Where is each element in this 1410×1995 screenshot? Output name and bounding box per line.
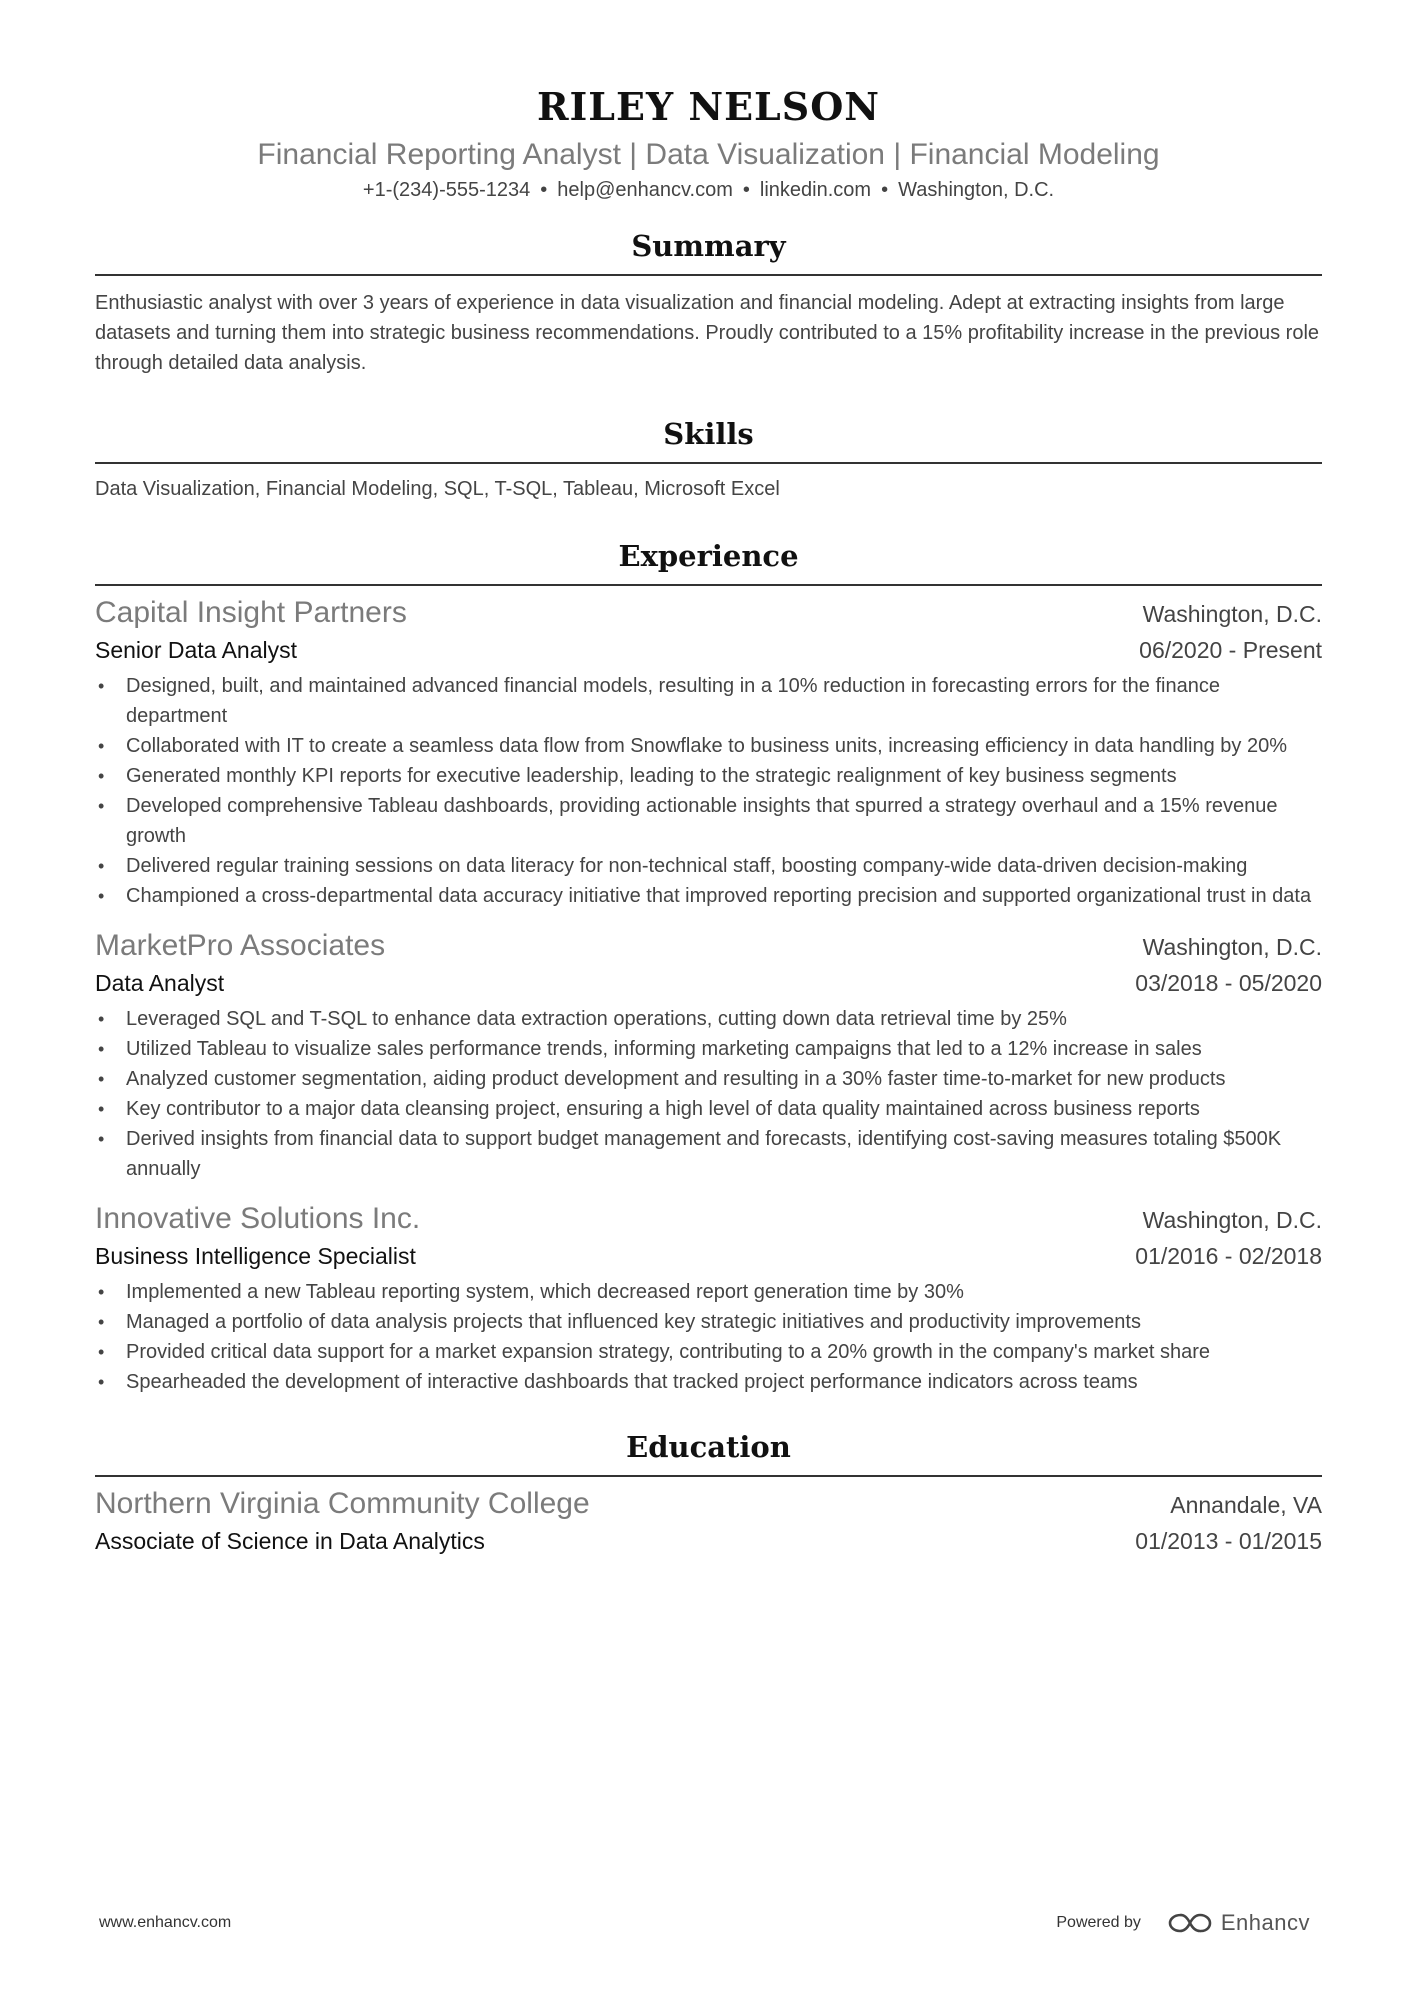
section-title-summary: Summary bbox=[631, 229, 786, 263]
entry-subheader-row bbox=[95, 633, 1322, 667]
job-location: Washington, D.C. bbox=[1142, 934, 1322, 960]
experience-entry bbox=[95, 594, 1322, 911]
separator-dot: • bbox=[742, 179, 750, 201]
entry-header-row bbox=[95, 927, 1322, 966]
bullet-item: • Leveraged SQL and T-SQL to enhance data extraction operations, cutting down data retrieval time by 25% bbox=[95, 1004, 1322, 1034]
candidate-headline: Financial Reporting Analyst | Data Visualization | Financial Modeling bbox=[257, 138, 1160, 171]
bullet-item: • Analyzed customer segmentation, aiding product development and resulting in a 30% faster time-to-market for new products bbox=[95, 1064, 1322, 1094]
resume-content bbox=[95, 80, 1322, 1558]
candidate-name: RILEY NELSON bbox=[536, 84, 881, 129]
bullet-item: • Implemented a new Tableau reporting system, which decreased report generation time by 30% bbox=[95, 1277, 1322, 1307]
section-divider bbox=[95, 1475, 1322, 1477]
entry-subheader-row bbox=[95, 966, 1322, 1000]
company-name: MarketPro Associates bbox=[95, 929, 386, 962]
entry-header-row bbox=[95, 1485, 1322, 1524]
experience-entry bbox=[95, 927, 1322, 1184]
skills-text: Data Visualization, Financial Modeling, SQL, T-SQL, Tableau, Microsoft Excel bbox=[95, 478, 780, 500]
bullet-item: • Utilized Tableau to visualize sales performance trends, informing marketing campaigns that led to a 12% increase in sales bbox=[95, 1034, 1322, 1064]
footer-url[interactable]: www.enhancv.com bbox=[99, 1914, 232, 1931]
contact-location: Washington, D.C. bbox=[898, 179, 1055, 201]
education-entry bbox=[95, 1485, 1322, 1558]
entry-subheader-row bbox=[95, 1239, 1322, 1273]
page-footer bbox=[99, 1908, 1310, 1938]
job-bullets bbox=[95, 1277, 1322, 1397]
job-title: Senior Data Analyst bbox=[95, 637, 298, 663]
company-name: Innovative Solutions Inc. bbox=[95, 1202, 421, 1235]
job-location: Washington, D.C. bbox=[1142, 601, 1322, 627]
job-title: Data Analyst bbox=[95, 970, 225, 996]
bullet-item: • Key contributor to a major data cleansing project, ensuring a high level of data quality maintained across business reports bbox=[95, 1094, 1322, 1124]
entry-header-row bbox=[95, 594, 1322, 633]
entry-subheader-row bbox=[95, 1524, 1322, 1558]
job-dates: 06/2020 - Present bbox=[1139, 637, 1322, 663]
job-bullets bbox=[95, 671, 1322, 911]
section-title-experience: Experience bbox=[618, 539, 799, 573]
entry-header-row bbox=[95, 1200, 1322, 1239]
section-title-education: Education bbox=[626, 1430, 791, 1464]
bullet-item: • Spearheaded the development of interactive dashboards that tracked project performance indicators across teams bbox=[95, 1367, 1322, 1397]
section-divider bbox=[95, 274, 1322, 276]
bullet-item: • Delivered regular training sessions on data literacy for non-technical staff, boosting company-wide data-driven decision-making bbox=[95, 851, 1322, 881]
bullet-item: • Collaborated with IT to create a seamless data flow from Snowflake to business units, increasing efficiency in data handling by 20% bbox=[95, 731, 1322, 761]
separator-dot: • bbox=[881, 179, 889, 201]
bullet-item: • Designed, built, and maintained advanced financial models, resulting in a 10% reduction in forecasting errors for the finance department bbox=[95, 671, 1322, 731]
powered-by bbox=[1056, 1910, 1310, 1936]
job-title: Business Intelligence Specialist bbox=[95, 1243, 416, 1269]
job-dates: 03/2018 - 05/2020 bbox=[1135, 970, 1322, 996]
enhancv-logo-icon bbox=[1167, 1911, 1213, 1935]
education-dates: 01/2013 - 01/2015 bbox=[1135, 1528, 1322, 1554]
section-divider bbox=[95, 584, 1322, 586]
bullet-item: • Developed comprehensive Tableau dashboards, providing actionable insights that spurred a strategy overhaul and a 15% revenue growth bbox=[95, 791, 1322, 851]
experience-entry bbox=[95, 1200, 1322, 1397]
bullet-item: • Generated monthly KPI reports for executive leadership, leading to the strategic realignment of key business segments bbox=[95, 761, 1322, 791]
company-name: Capital Insight Partners bbox=[95, 596, 407, 629]
brand-name: Enhancv bbox=[1220, 1910, 1310, 1935]
bullet-item: • Derived insights from financial data to support budget management and forecasts, identifying cost-saving measures totaling $500K annually bbox=[95, 1124, 1322, 1184]
skills-section bbox=[95, 414, 1322, 504]
contact-line bbox=[95, 176, 1322, 204]
bullet-item: • Provided critical data support for a market expansion strategy, contributing to a 20% growth in the company's market share bbox=[95, 1337, 1322, 1367]
summary-section bbox=[95, 226, 1322, 378]
powered-by-label: Powered by bbox=[1056, 1914, 1141, 1931]
summary-text: Enthusiastic analyst with over 3 years of experience in data visualization and financial modeling. Adept at extracting insights from large datasets and turning them into strategic business recommendations. Proudly contributed to a 15% profitability increase in the previous role through detailed data analysis. bbox=[95, 292, 1320, 374]
brand-logo[interactable] bbox=[1167, 1910, 1310, 1936]
job-dates: 01/2016 - 02/2018 bbox=[1135, 1243, 1322, 1269]
contact-linkedin[interactable]: linkedin.com bbox=[759, 179, 872, 201]
job-location: Washington, D.C. bbox=[1142, 1207, 1322, 1233]
bullet-item: • Championed a cross-departmental data accuracy initiative that improved reporting precision and supported organizational trust in data bbox=[95, 881, 1322, 911]
job-bullets bbox=[95, 1004, 1322, 1184]
experience-section bbox=[95, 536, 1322, 1397]
bullet-item: • Managed a portfolio of data analysis projects that influenced key strategic initiatives and productivity improvements bbox=[95, 1307, 1322, 1337]
section-title-skills: Skills bbox=[663, 417, 754, 451]
degree-title: Associate of Science in Data Analytics bbox=[95, 1528, 485, 1554]
contact-phone: +1-(234)-555-1234 bbox=[362, 179, 531, 201]
contact-email[interactable]: help@enhancv.com bbox=[557, 179, 733, 201]
separator-dot: • bbox=[540, 179, 548, 201]
education-section bbox=[95, 1427, 1322, 1558]
school-location: Annandale, VA bbox=[1170, 1492, 1322, 1518]
section-divider bbox=[95, 462, 1322, 464]
school-name: Northern Virginia Community College bbox=[95, 1487, 590, 1520]
